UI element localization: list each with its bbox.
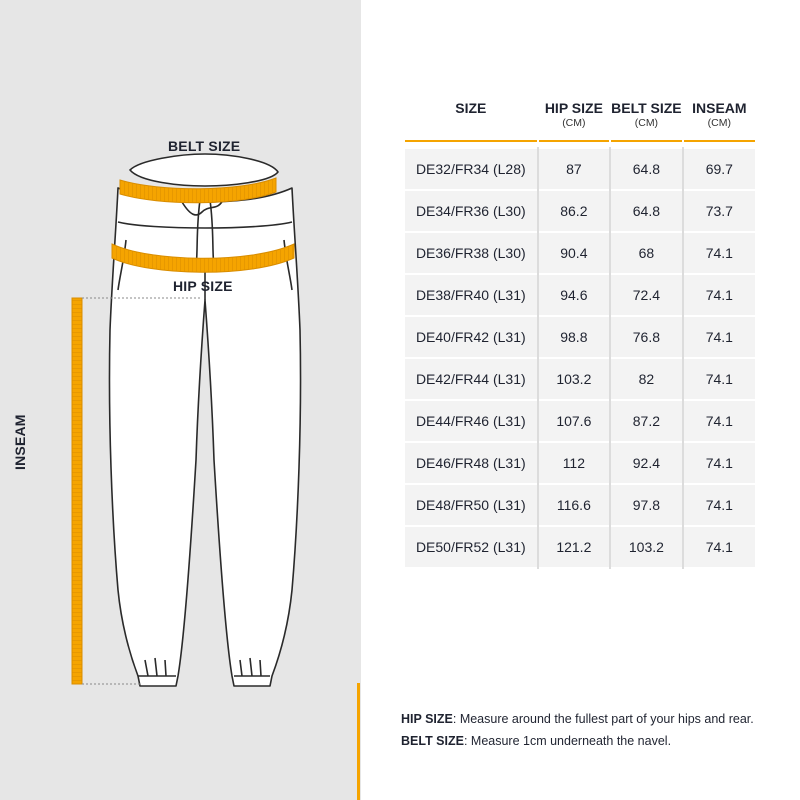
cell-belt: 103.2 xyxy=(610,526,683,568)
table-row xyxy=(405,358,755,400)
table-row xyxy=(405,274,755,316)
inseam-tape xyxy=(72,298,82,684)
cell-belt: 64.8 xyxy=(610,148,683,190)
header-inseam: INSEAM (CM) xyxy=(692,100,747,129)
cell-inseam: 73.7 xyxy=(683,190,755,232)
cell-belt: 76.8 xyxy=(610,316,683,358)
cell-size: DE36/FR38 (L30) xyxy=(405,232,538,274)
table-row xyxy=(405,316,755,358)
cell-inseam: 74.1 xyxy=(683,442,755,484)
table-row xyxy=(405,232,755,274)
cell-hip: 107.6 xyxy=(538,400,611,442)
belt-size-label: BELT SIZE xyxy=(168,138,241,154)
header-belt-size: BELT SIZE (CM) xyxy=(611,100,682,129)
cell-size: DE42/FR44 (L31) xyxy=(405,358,538,400)
cell-belt: 72.4 xyxy=(610,274,683,316)
cell-size: DE44/FR46 (L31) xyxy=(405,400,538,442)
table-row xyxy=(405,190,755,232)
cell-belt: 82 xyxy=(610,358,683,400)
cell-inseam: 74.1 xyxy=(683,274,755,316)
cell-hip: 112 xyxy=(538,442,611,484)
hip-size-label: HIP SIZE xyxy=(173,278,233,294)
cell-inseam: 74.1 xyxy=(683,400,755,442)
cell-belt: 87.2 xyxy=(610,400,683,442)
cell-hip: 103.2 xyxy=(538,358,611,400)
table-row xyxy=(405,484,755,526)
cell-hip: 86.2 xyxy=(538,190,611,232)
cell-inseam: 74.1 xyxy=(683,316,755,358)
cell-inseam: 69.7 xyxy=(683,148,755,190)
size-chart-table xyxy=(405,100,755,569)
cell-belt: 68 xyxy=(610,232,683,274)
cell-belt: 64.8 xyxy=(610,190,683,232)
cell-inseam: 74.1 xyxy=(683,358,755,400)
belt-note: BELT SIZE: Measure 1cm underneath the navel. xyxy=(401,734,672,748)
cell-size: DE38/FR40 (L31) xyxy=(405,274,538,316)
cell-belt: 92.4 xyxy=(610,442,683,484)
table-row xyxy=(405,400,755,442)
table-row xyxy=(405,148,755,190)
cell-size: DE34/FR36 (L30) xyxy=(405,190,538,232)
table-row xyxy=(405,526,755,568)
cell-size: DE32/FR34 (L28) xyxy=(405,148,538,190)
cell-size: DE48/FR50 (L31) xyxy=(405,484,538,526)
cell-inseam: 74.1 xyxy=(683,484,755,526)
cell-inseam: 74.1 xyxy=(683,526,755,568)
cell-size: DE40/FR42 (L31) xyxy=(405,316,538,358)
pants-diagram xyxy=(0,0,361,800)
hip-note: HIP SIZE: Measure around the fullest part of your hips and rear. xyxy=(401,712,754,726)
cell-size: DE50/FR52 (L31) xyxy=(405,526,538,568)
header-hip-size: HIP SIZE (CM) xyxy=(544,100,603,129)
cell-hip: 87 xyxy=(538,148,611,190)
measurement-notes xyxy=(401,708,754,752)
pants-outline xyxy=(109,154,300,686)
header-size: SIZE xyxy=(455,100,487,116)
table-row xyxy=(405,442,755,484)
inseam-label: INSEAM xyxy=(12,414,28,470)
cell-hip: 94.6 xyxy=(538,274,611,316)
cell-size: DE46/FR48 (L31) xyxy=(405,442,538,484)
table-header-row xyxy=(405,100,755,141)
cell-hip: 98.8 xyxy=(538,316,611,358)
cell-hip: 90.4 xyxy=(538,232,611,274)
cell-belt: 97.8 xyxy=(610,484,683,526)
cell-inseam: 74.1 xyxy=(683,232,755,274)
cell-hip: 121.2 xyxy=(538,526,611,568)
cell-hip: 116.6 xyxy=(538,484,611,526)
